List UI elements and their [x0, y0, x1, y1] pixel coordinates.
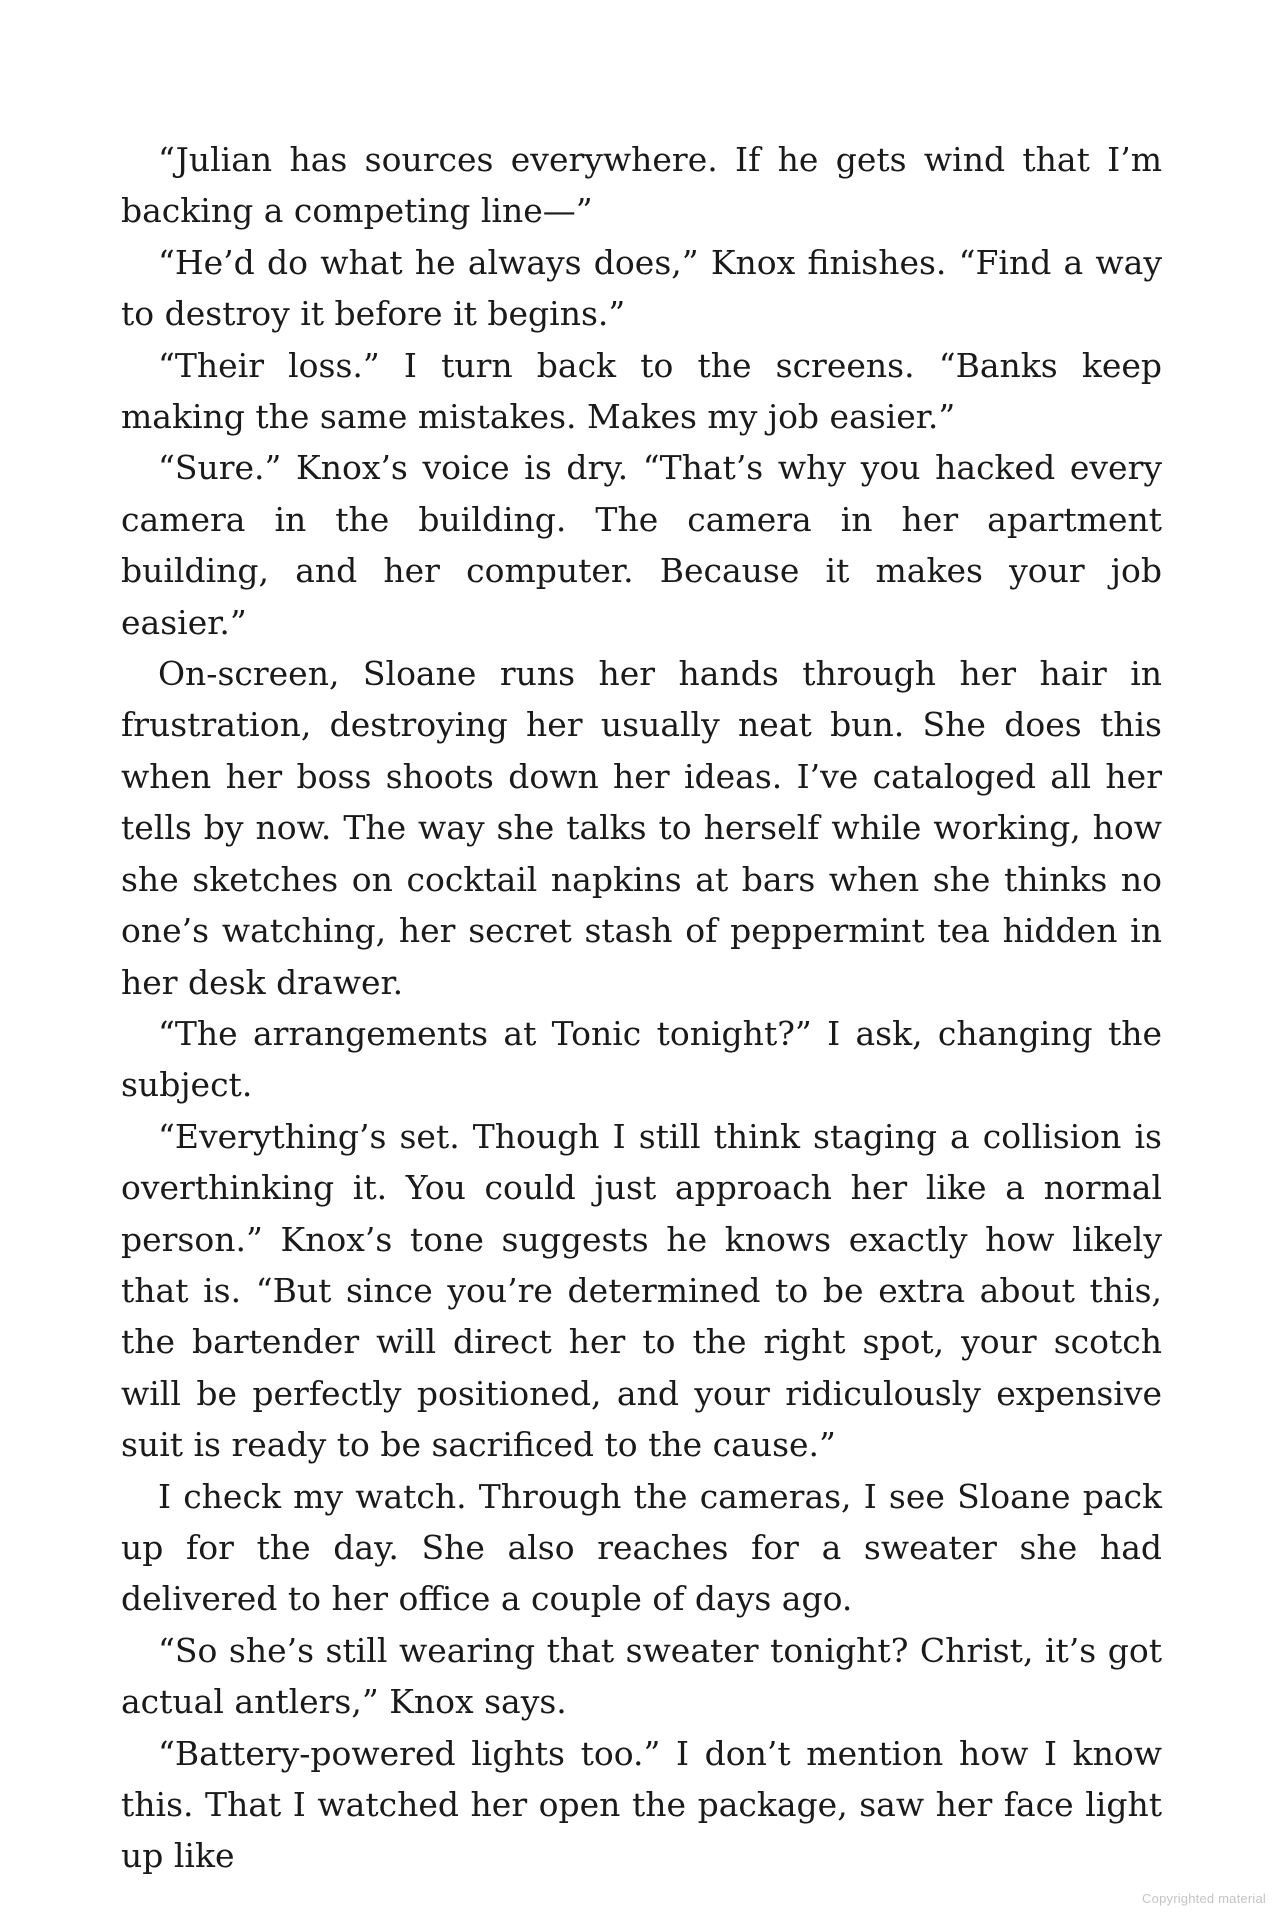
paragraph: “Everything’s set. Though I still think staging a collision is overthinking it. You could just approach her like a normal person.” Knox’s tone suggests he knows exactly how likely that is. “But since you’re determined to be extra about this, the bartender will direct her to the right spot, your scotch will be perfectly positioned, and your ridiculously expensive suit is ready to be sacrificed to the cause.”	[121, 1116, 1162, 1465]
page-body-text	[121, 134, 1162, 1882]
paragraph: “He’d do what he always does,” Knox finishes. “Find a way to destroy it before it begins.”	[121, 242, 1162, 334]
paragraph: I check my watch. Through the cameras, I see Sloane pack up for the day. She also reaches for a sweater she had delivered to her office a couple of days ago.	[121, 1476, 1162, 1619]
paragraph: “Julian has sources everywhere. If he gets wind that I’m backing a competing line—”	[121, 140, 1162, 231]
paragraph: “Sure.” Knox’s voice is dry. “That’s why you hacked every camera in the building. The camera in her apartment building, and her computer. Because it makes your job easier.”	[121, 448, 1162, 642]
paragraph: On-screen, Sloane runs her hands through her hair in frustration, destroying her usually neat bun. She does this when her boss shoots down her ideas. I’ve cataloged all her tells by now. The way she talks to herself while working, how she sketches on cocktail napkins at bars when she thinks no one’s watching, her secret stash of peppermint tea hidden in her desk drawer.	[121, 654, 1162, 1002]
paragraph: “The arrangements at Tonic tonight?” I ask, changing the subject.	[121, 1013, 1162, 1105]
paragraph: “Their loss.” I turn back to the screens. “Banks keep making the same mistakes. Makes my job easier.”	[121, 345, 1162, 437]
paragraph: “So she’s still wearing that sweater tonight? Christ, it’s got actual antlers,” Knox says.	[121, 1630, 1162, 1722]
copyright-watermark: Copyrighted material	[1142, 1891, 1266, 1906]
paragraph: “Battery-powered lights too.” I don’t mention how I know this. That I watched her open the package, saw her face light up like	[121, 1733, 1162, 1876]
